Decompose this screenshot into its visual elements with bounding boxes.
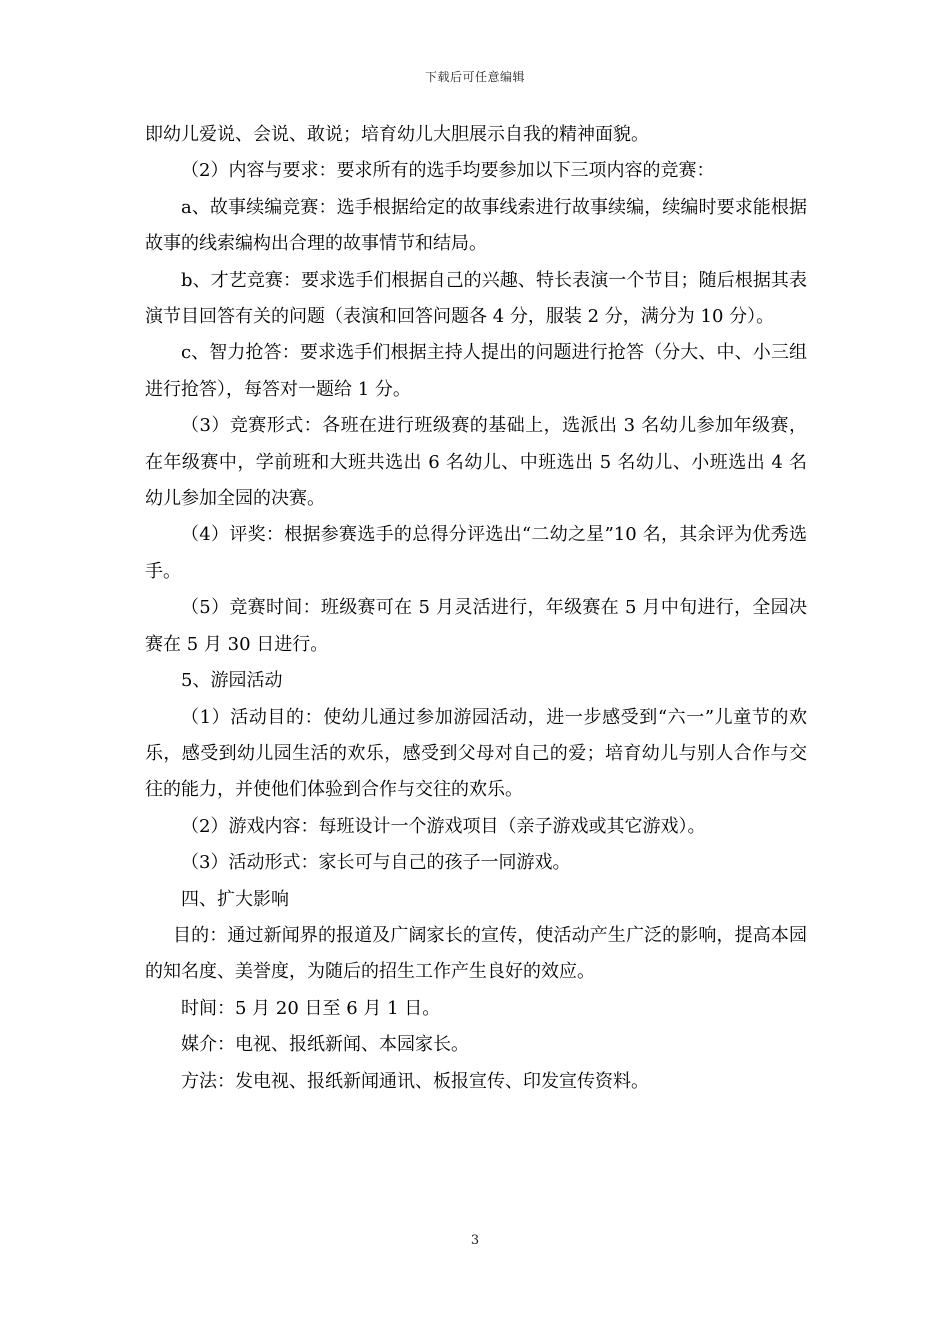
paragraph: （1）活动目的：使幼儿通过参加游园活动，进一步感受到“六一”儿童节的欢乐，感受到幼儿园生活的欢乐，感受到父母对自己的爱；培育幼儿与别人合作与交往的能力，并使他们体验到合作与交往的欢乐。 — [145, 706, 807, 801]
page-number: 3 — [470, 1233, 480, 1248]
paragraph: c、智力抢答：要求选手们根据主持人提出的问题进行抢答（分大、中、小三组进行抢答），每答对一题给 1 分。 — [145, 342, 807, 400]
paragraph: 媒介：电视、报纸新闻、本园家长。 — [181, 1034, 469, 1056]
paragraph: （4）评奖：根据参赛选手的总得分评选出“二幼之星”10 名，其余评为优秀选手。 — [145, 524, 807, 582]
section-heading: 5、游园活动 — [181, 670, 283, 692]
section-heading: 四、扩大影响 — [181, 888, 289, 910]
page-header: 下载后可任意编辑 — [424, 70, 525, 84]
paragraph: 即幼儿爱说、会说、敢说；培育幼儿大胆展示自我的精神面貌。 — [145, 124, 649, 145]
paragraph: 方法：发电视、报纸新闻通讯、板报宣传、印发宣传资料。 — [181, 1070, 649, 1092]
paragraph: （5）竞赛时间：班级赛可在 5 月灵活进行，年级赛在 5 月中旬进行，全园决赛在 5 月 30 日进行。 — [145, 597, 807, 655]
paragraph: （3）竞赛形式：各班在进行班级赛的基础上，选派出 3 名幼儿参加年级赛，在年级赛中，学前班和大班共选出 6 名幼儿、中班选出 5 名幼儿、小班选出 4 名幼儿参加全园的决赛。 — [145, 415, 807, 510]
paragraph: b、才艺竞赛：要求选手们根据自己的兴趣、特长表演一个节目；随后根据其表演节目回答有关的问题（表演和回答问题各 4 分，服装 2 分，满分为 10 分）。 — [145, 269, 807, 328]
paragraph: a、故事续编竞赛：选手根据给定的故事线索进行故事续编，续编时要求能根据故事的线索编构出合理的故事情节和结局。 — [145, 196, 807, 255]
paragraph: （2）游戏内容：每班设计一个游戏项目（亲子游戏或其它游戏）。 — [181, 815, 706, 837]
document-body — [145, 117, 807, 1100]
paragraph: 目的：通过新闻界的报道及广阔家长的宣传，使活动产生广泛的影响，提高本园的知名度、美誉度，为随后的招生工作产生良好的效应。 — [145, 924, 807, 983]
paragraph: 时间：5 月 20 日至 6 月 1 日。 — [181, 997, 441, 1019]
paragraph: （2）内容与要求：要求所有的选手均要参加以下三项内容的竞赛： — [181, 160, 715, 182]
paragraph: （3）活动形式：家长可与自己的孩子一同游戏。 — [181, 852, 571, 874]
